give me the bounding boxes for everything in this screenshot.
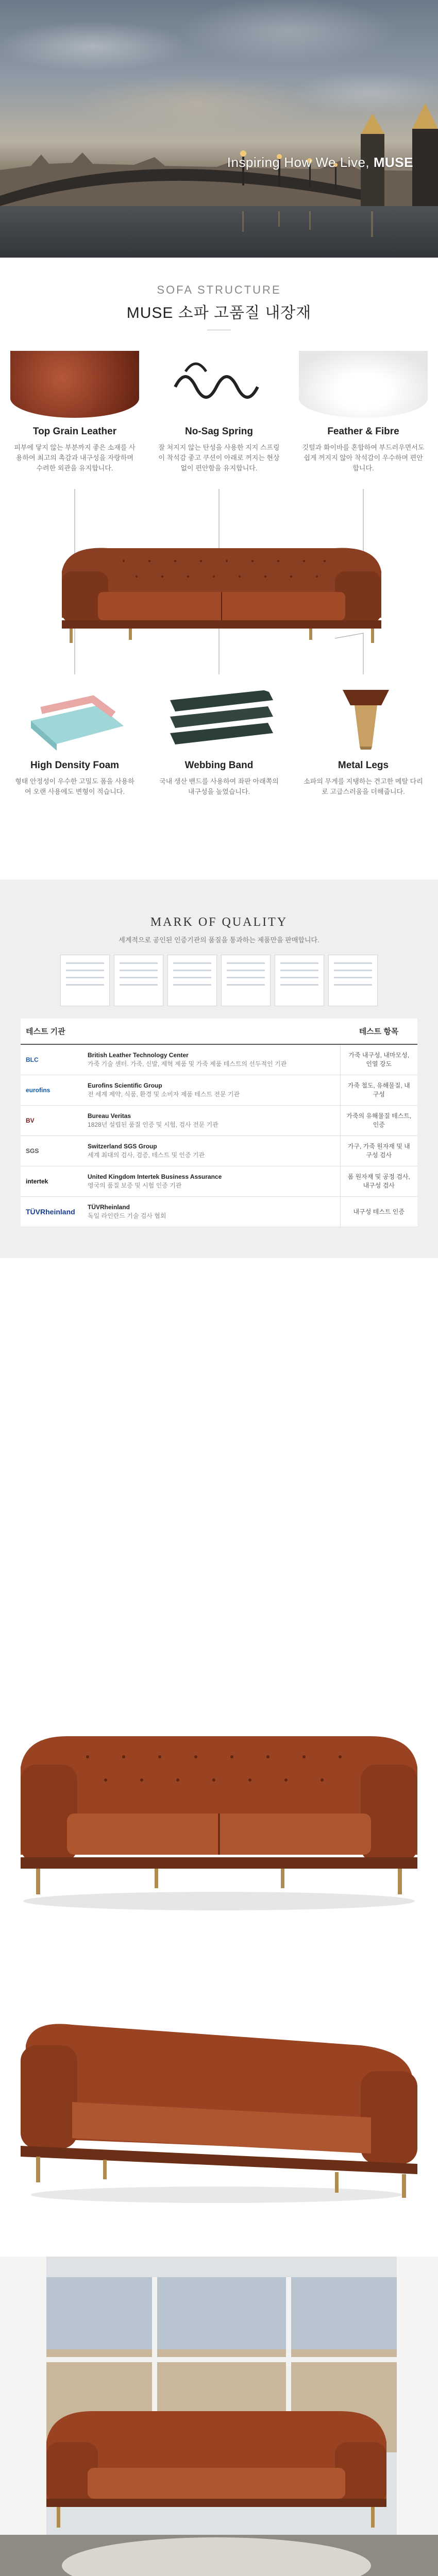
hero-banner (0, 0, 438, 258)
intertek-logo: intertek (21, 1166, 82, 1197)
feature-no-sag-spring (155, 351, 283, 473)
feature-desc: 소파의 무게를 지탱하는 견고한 메탈 다리로 고급스러움을 더해줍니다. (304, 777, 423, 795)
sofa-illustration (0, 489, 438, 674)
quality-title: MARK OF QUALITY (150, 916, 288, 929)
feature-desc: 잘 처지지 않는 탄성을 사용한 지지 스프링이 착석감 좋고 쿠션이 아래로 꺼지는 현상 없이 편안함을 유지합니다. (158, 444, 280, 472)
feature-name: Webbing Band (184, 760, 254, 771)
hero-tagline-prefix: Inspiring How We Live, (227, 155, 370, 170)
org-desc: 독일 라인란드 기술 검사 협회 (88, 1212, 166, 1219)
feature-name: Feather & Fibre (327, 426, 399, 437)
org-desc: 세계 최대의 검사, 검증, 테스트 및 인증 기관 (88, 1151, 205, 1159)
test-item: 가죽 철도, 유해물질, 내구성 (340, 1075, 417, 1106)
foam-image (10, 685, 139, 752)
quality-table-header (21, 1019, 417, 1044)
feature-webbing-band (155, 685, 283, 797)
blc-logo: BLC (21, 1044, 82, 1075)
top-feature-row (0, 351, 438, 473)
col-test-item: 테스트 항목 (340, 1019, 417, 1044)
test-item: 폼 원자재 및 공정 검사, 내구성 검사 (340, 1166, 417, 1197)
metal-leg-illustration (299, 685, 428, 752)
sofa-structure-diagram (0, 489, 438, 674)
product-shot-front (0, 1659, 438, 1968)
org-name: TÜVRheinland (88, 1204, 130, 1211)
certificate-doc (60, 955, 110, 1006)
sofa-front-photo (0, 1659, 438, 1968)
org-name: Switzerland SGS Group (88, 1143, 157, 1150)
feature-name: High Density Foam (30, 760, 120, 771)
feather-image (299, 351, 428, 418)
feature-desc: 피부에 닿지 않는 부분까지 좋은 소재를 사용하여 최고의 촉감과 내구성을 자랑하며 수려한 외관을 유지합니다. (14, 444, 136, 472)
certificate-doc (221, 955, 271, 1006)
leather-swatch-image (10, 351, 139, 418)
feature-name: Metal Legs (338, 760, 389, 771)
certificate-doc (167, 955, 217, 1006)
feature-name: Top Grain Leather (32, 426, 117, 437)
certificate-doc (114, 955, 163, 1006)
sgs-logo: SGS (21, 1136, 82, 1166)
org-desc: 영국의 품질 보증 및 시험 인증 기관 (88, 1182, 182, 1189)
feature-top-grain-leather (10, 351, 139, 473)
feature-high-density-foam (10, 685, 139, 797)
certificate-doc (328, 955, 378, 1006)
table-row (21, 1166, 417, 1197)
eurofins-logo: eurofins (21, 1075, 82, 1106)
feature-desc: 깃털과 화이바를 혼합하여 부드러우면서도 쉽게 꺼지지 않아 착석감이 우수하며 편안합니다. (302, 444, 425, 472)
feature-name: No-Sag Spring (185, 426, 253, 437)
test-item: 가죽의 유해물질 테스트, 인증 (340, 1106, 417, 1136)
org-name: Bureau Veritas (88, 1112, 131, 1120)
quality-desc: 세계적으로 공인된 인증기관의 품질을 통과하는 제품만을 판매합니다. (119, 936, 319, 944)
table-row (21, 1075, 417, 1106)
hero-tagline (227, 155, 413, 171)
webbing-image (155, 685, 283, 752)
quality-section (0, 879, 438, 1258)
tuv-logo: TÜVRheinland (21, 1197, 82, 1227)
structure-heading (0, 258, 438, 330)
lifestyle-shot-window (0, 2257, 438, 2576)
feature-desc: 형태 안정성이 우수한 고밀도 폼을 사용하여 오랜 사용에도 변형이 적습니다. (15, 777, 134, 795)
org-name: British Leather Technology Center (88, 1052, 189, 1059)
quality-table (21, 1019, 417, 1227)
foam-illustration (10, 685, 139, 752)
test-item: 가죽 내구성, 내마모성, 인열 강도 (340, 1044, 417, 1075)
table-row (21, 1044, 417, 1075)
metal-leg-image (299, 685, 428, 752)
bottom-feature-row (0, 685, 438, 797)
structure-subtitle: SOFA STRUCTURE (157, 283, 281, 296)
col-test-org: 테스트 기관 (21, 1019, 340, 1044)
hero-tagline-brand: MUSE (373, 155, 413, 170)
sofa-angle-photo (0, 1968, 438, 2257)
feature-feather-fibre (299, 351, 428, 473)
org-name: Eurofins Scientific Group (88, 1082, 162, 1089)
org-desc: 1828년 설립된 품질 인증 및 시험, 검사 전문 기관 (88, 1121, 218, 1128)
table-row (21, 1136, 417, 1166)
feature-metal-legs (299, 685, 428, 797)
certificate-doc (275, 955, 324, 1006)
test-item: 내구성 테스트 인증 (340, 1197, 417, 1227)
structure-title: MUSE 소파 고품질 내장재 (126, 304, 312, 321)
org-desc: 가죽 기술 센터. 가죽, 신발, 제혁 제품 및 가죽 제품 테스트의 선두적인 기관 (88, 1060, 287, 1067)
hero-water (0, 206, 438, 258)
org-name: United Kingdom Intertek Business Assurance (88, 1173, 222, 1180)
product-shot-angle (0, 1968, 438, 2257)
bureau-veritas-logo: BV (21, 1106, 82, 1136)
spring-image (155, 351, 283, 418)
certificate-documents (21, 955, 417, 1006)
sofa-structure-section (0, 258, 438, 1381)
table-row (21, 1106, 417, 1136)
living-room-window-photo (0, 2257, 438, 2576)
test-item: 가구, 가죽 원자재 및 내구성 검사 (340, 1136, 417, 1166)
org-desc: 전 세계 제약, 식품, 환경 및 소비자 제품 테스트 전문 기관 (88, 1091, 240, 1098)
webbing-illustration (155, 685, 283, 752)
spring-illustration (155, 351, 283, 418)
feature-desc: 국내 생산 밴드를 사용하여 좌판 아래쪽의 내구성을 높였습니다. (159, 777, 279, 795)
table-row (21, 1197, 417, 1227)
